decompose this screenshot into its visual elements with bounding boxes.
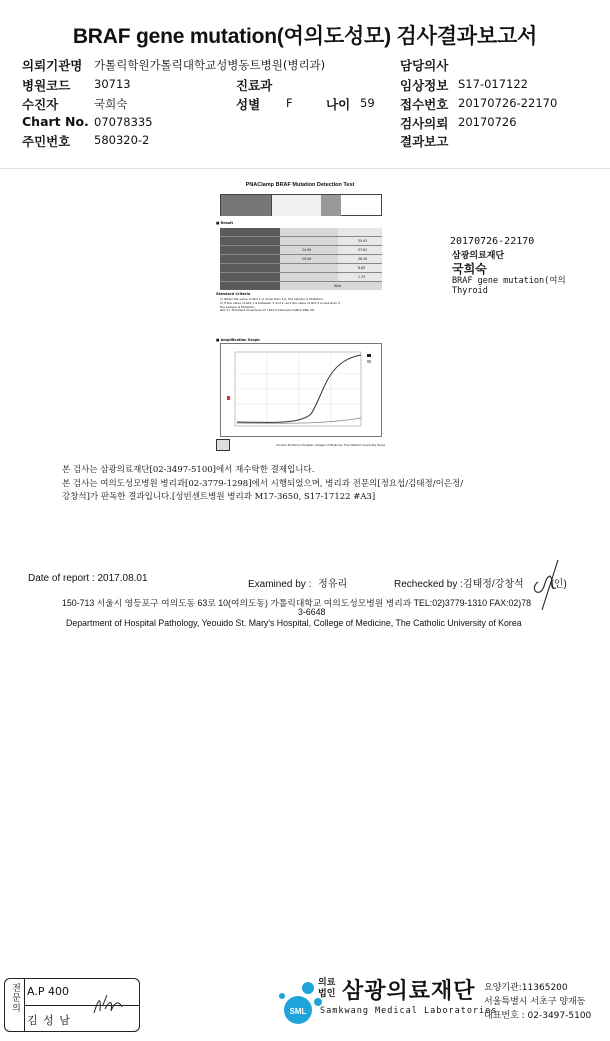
table-row: 6.65 xyxy=(220,264,382,273)
lab-address-2: 3-6648 xyxy=(298,607,326,617)
result-table xyxy=(220,228,382,290)
table-row: 1.73 xyxy=(220,273,382,282)
date-label: Date of report : xyxy=(28,573,95,584)
examined-value: 정유리 xyxy=(318,579,348,590)
table-row: Wild xyxy=(220,282,382,291)
rechecked-value: 김태정/강창석 xyxy=(462,579,524,590)
foundation-address: 서울특별시 서초구 양재동 xyxy=(484,997,586,1007)
note-line: 본 검사는 여의도성모병원 병리과[02-3779-1298]에서 시행되었으며, 병리과 전문의[정요섭/김태정/이은정/ xyxy=(62,478,464,489)
report-notes xyxy=(62,464,562,505)
department-english: Department of Hospital Pathology, Yeouido St. Mary's Hospital, College of Medicine, The Catholic University of Korea xyxy=(66,618,522,628)
rrn-value: 580320-2 xyxy=(94,133,150,147)
note-line: 강창석]가 판독한 결과입니다.[성빈센트병원 병리과 M17-3650, S17-17122 #A3] xyxy=(62,492,376,502)
amplification-graph xyxy=(220,343,382,437)
result-label: 결과보고 xyxy=(400,134,449,149)
hospital-code-label: 병원코드 xyxy=(22,78,71,93)
receipt-label: 접수번호 xyxy=(400,97,449,112)
table-row: 29.06 36.28 xyxy=(220,255,382,264)
corp-label: 의료 법인 xyxy=(318,978,336,999)
dept-label: 진료과 xyxy=(236,78,273,93)
seal-text: (인) xyxy=(550,579,567,590)
rechecked-label: Rechecked by : xyxy=(394,579,463,590)
foundation-phone: 대표번호 : 02-3497-5100 xyxy=(484,1011,592,1021)
examined-label: Examined by : xyxy=(248,579,312,590)
institution-code: 요양기관:11365200 xyxy=(484,983,568,993)
age-value: 59 xyxy=(360,96,375,110)
clinical-value: S17-017122 xyxy=(458,77,528,91)
sex-value: F xyxy=(286,96,293,110)
pna-footer: Yeouido St.Mary's Hospital, College of Medicine, The Catholic University Korea xyxy=(216,439,386,455)
result-section-label: ■ Result xyxy=(216,221,234,225)
stamp-test: BRAF gene mutation(여의 xyxy=(452,276,566,286)
foundation-english: Samkwang Medical Laboratories xyxy=(320,1006,498,1016)
age-label: 나이 xyxy=(326,97,351,112)
signature-mark xyxy=(528,558,568,618)
sex-label: 성별 xyxy=(236,97,261,112)
stamp-foundation: 삼광의료재단 xyxy=(452,251,505,261)
lab-address: 150-713 서울시 영등포구 여의도동 63로 10(여의도동) 가톨릭대학교 여의도성모병원 병리과 TEL:02)3779-1310 FAX:02)78 xyxy=(62,598,532,608)
institution-label: 의뢰기관명 xyxy=(22,58,83,73)
pnaclamp-title: PNAClamp BRAF Mutation Detection Test xyxy=(245,182,355,188)
foundation-name: 삼광의료재단 xyxy=(342,979,476,1004)
sample-info-box xyxy=(220,194,382,216)
pathologist-box xyxy=(4,978,140,1032)
graph-section-label: ■ Amplification Graph xyxy=(216,338,260,342)
request-value: 20170726 xyxy=(458,115,517,129)
ap-label: A.P 400 xyxy=(27,985,69,998)
chart-label: Chart No. xyxy=(22,114,89,129)
examined-by xyxy=(248,575,347,590)
note-line: 본 검사는 삼광의료재단[02-3497-5100]에서 재수탁한 결제입니다. xyxy=(62,465,315,475)
table-row xyxy=(220,228,382,237)
pathologist-name: 김 성 남 xyxy=(27,1014,71,1027)
patient-label: 수진자 xyxy=(22,97,59,112)
hospital-emblem-icon xyxy=(216,439,230,451)
stamp-specimen: Thyroid xyxy=(452,286,488,296)
institution-value: 가톨릭학원가톨릭대학교성병동트병원(병리과) xyxy=(94,58,326,72)
report-date xyxy=(28,573,148,584)
table-row: 24.99 37.61 xyxy=(220,246,382,255)
side-label: 전문의 xyxy=(5,979,25,1031)
sml-logo-text: SML xyxy=(289,1007,307,1016)
patient-value: 국희숙 xyxy=(94,97,128,111)
report-title: BRAF gene mutation(여의도성모) 검사결과보고서 xyxy=(72,25,538,48)
patient-header xyxy=(0,52,610,152)
table-row: 35.91 xyxy=(220,237,382,246)
pnaclamp-report xyxy=(212,178,388,458)
pathologist-signature xyxy=(91,991,125,1019)
rrn-label: 주민번호 xyxy=(22,134,71,149)
receipt-value: 20170726-22170 xyxy=(458,96,558,110)
clinical-label: 임상정보 xyxy=(400,78,449,93)
stamp-patient: 국희숙 xyxy=(452,262,487,276)
hospital-code-value: 30713 xyxy=(94,77,131,91)
legend-mark xyxy=(227,396,230,400)
chart-value: 07078335 xyxy=(94,115,153,129)
criteria-section-label: Standard Criteria xyxy=(216,292,251,296)
criteria-text: 1) When the value of ΔCt 1 is more than 3.0, the sample is Mutation. 2) If the value of ΔCt 1 is between 3 and 2, and the value of ΔCt 2 is less than 5, the sample is Mutation. ΔCt 1= Standard Ct-sample Ct / ΔCt 2=Sample Ct(Non PNA Ct) xyxy=(220,297,341,313)
date-value: 2017.08.01 xyxy=(97,573,148,584)
doctor-label: 담당의사 xyxy=(400,58,449,73)
request-label: 검사의뢰 xyxy=(400,116,449,131)
stamp-receipt: 20170726-22170 xyxy=(450,236,535,247)
